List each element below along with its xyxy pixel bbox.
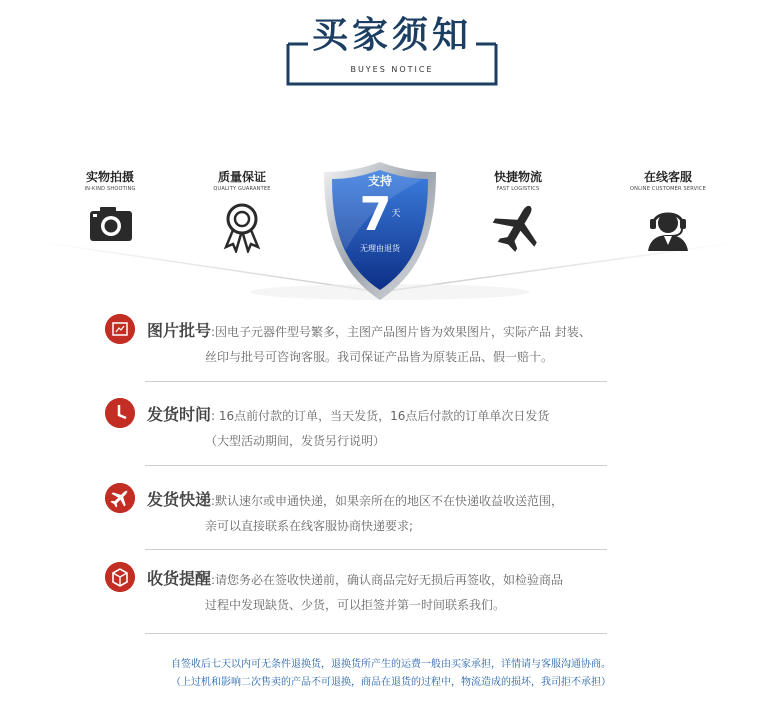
shield-unit: 天: [391, 209, 401, 219]
airplane-icon: [105, 483, 135, 513]
airplane-icon: [488, 201, 548, 253]
notice-shipping-time: [105, 398, 675, 458]
notice-image-batch: [105, 314, 675, 374]
page-title: 买家须知: [311, 15, 472, 56]
feature-subtitle: IN-KIND SHOOTING: [84, 186, 136, 192]
notice-text: :因电子元器件型号繁多，主图产品图片皆为效果图片，实际产品 封装、: [211, 325, 591, 339]
notice-header: [286, 14, 498, 86]
clock-icon: [105, 398, 135, 428]
feature-title: 质量保证: [217, 170, 266, 184]
feature-fast-logistics: [458, 170, 578, 253]
headset-agent-icon: [638, 201, 698, 253]
feature-quality-guarantee: [182, 170, 302, 253]
notice-express: [105, 483, 675, 543]
notice-label: 发货快递: [147, 490, 212, 509]
notice-text: :默认速尔或申通快递，如果亲所在的地区不在快递收益收送范围，: [211, 494, 564, 508]
notice-text-continued: 过程中发现缺货、少货，可以拒签并第一时间联系我们。: [205, 598, 506, 612]
image-icon: [105, 314, 135, 344]
feature-subtitle: ONLINE CUSTOMER SERVICE: [630, 186, 706, 192]
feature-title: 在线客服: [643, 170, 692, 184]
feature-title: 实物拍摄: [85, 170, 134, 184]
divider: [145, 549, 607, 550]
shield-number: 7: [359, 187, 392, 241]
notice-text-continued: 亲可以直接联系在线客服协商快递要求;: [205, 519, 414, 533]
notice-text: :请您务必在签收快递前，确认商品完好无损后再签收，如检验商品: [211, 573, 564, 587]
shield-return-label: 无理由退货: [360, 244, 400, 253]
return-policy-note: （上过机和影响二次售卖的产品不可退换，商品在退货的过程中，物流造成的损坏，我司拒不承担）: [171, 677, 611, 688]
divider: [145, 633, 607, 634]
divider: [145, 381, 607, 382]
camera-icon: [80, 201, 140, 253]
page-subtitle: BUYES NOTICE: [350, 65, 434, 74]
feature-in-kind-shooting: [50, 170, 170, 253]
feature-subtitle: FAST LOGISTICS: [496, 186, 540, 192]
notice-text: : 16点前付款的订单，当天发货，16点后付款的订单单次日发货: [211, 409, 550, 423]
feature-online-service: [608, 170, 728, 253]
notice-label: 图片批号: [147, 321, 212, 340]
notice-receipt: [105, 562, 675, 622]
feature-title: 快捷物流: [493, 170, 542, 184]
shield-support-label: 支持: [367, 174, 392, 188]
package-icon: [105, 562, 135, 592]
notice-text-continued: 丝印与批号可咨询客服。我司保证产品皆为原装正品、假一赔十。: [205, 350, 554, 364]
feature-subtitle: QUALITY GUARANTEE: [213, 186, 271, 192]
award-ribbon-icon: [212, 201, 272, 253]
notice-label: 收货提醒: [147, 569, 212, 588]
return-policy-line: 自签收后七天以内可无条件退换货，退换货所产生的运费一般由买家承担，详情请与客服沟通协商。: [171, 659, 611, 670]
shield-days: [322, 188, 438, 240]
notice-label: 发货时间: [147, 405, 212, 424]
notice-text-continued: （大型活动期间，发货另行说明）: [205, 434, 386, 448]
divider: [145, 465, 607, 466]
